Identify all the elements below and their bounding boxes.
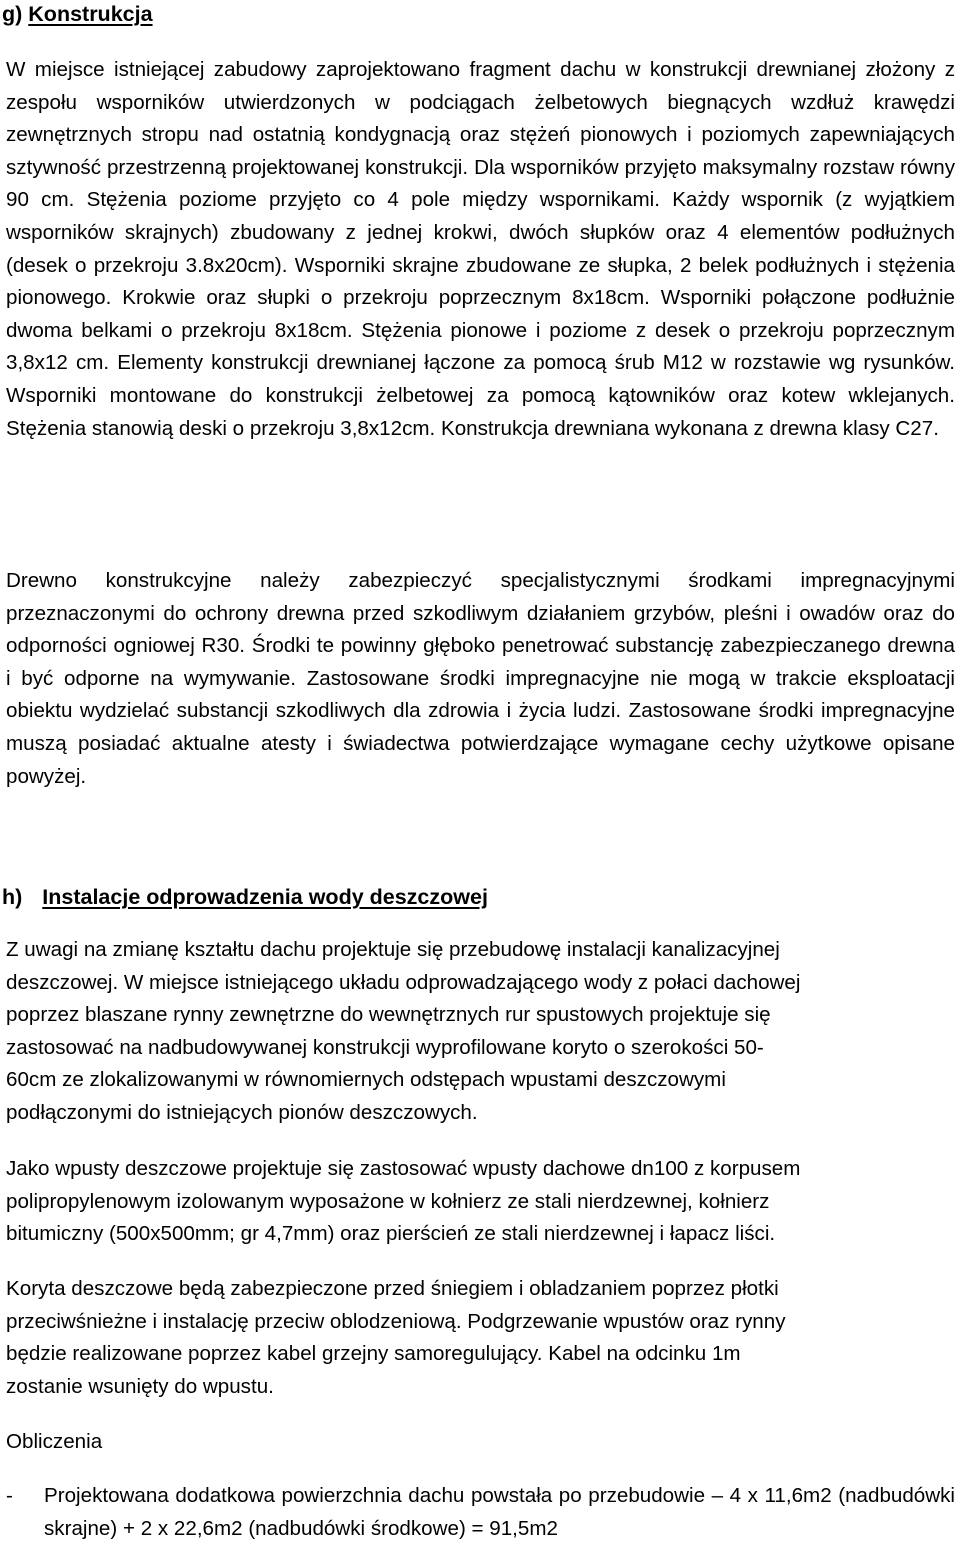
paragraph-line: polipropylenowym izolowanym wyposażone w kołnierz ze stali nierdzewnej, kołnierz [6, 1189, 770, 1213]
paragraph-line: poprzez blaszane rynny zewnętrzne do wewnętrznych rur spustowych projektuje się [6, 1003, 771, 1027]
section-g-heading [2, 0, 153, 28]
paragraph-line: podłączonymi do istniejących pionów deszczowych. [6, 1100, 478, 1124]
section-g-paragraph-1: W miejsce istniejącej zabudowy zaprojektowano fragment dachu w konstrukcji drewnianej złożony z zespołu wsporników utwierdzonych w podciągach żelbetowych biegnących wzdłuż krawędzi zewnętrznych stropu nad ostatnią kondygnacją oraz stężeń pionowych i poziomych zapewniających sztywność przestrzenną projektowanej konstrukcji. Dla wsporników przyjęto maksymalny rozstaw równy 90 cm. Stężenia poziome przyjęto co 4 pole między wspornikami. Każdy wspornik (z wyjątkiem wsporników skrajnych) zbudowany z jednej krokwi, dwóch słupków oraz 4 elementów podłużnych (desek o przekroju 3.8x20cm). Wsporniki skrajne zbudowane ze słupka, 2 belek podłużnych i stężenia pionowego. Krokwie oraz słupki o przekroju poprzecznym 8x18cm. Wsporniki połączone podłużnie dwoma belkami o przekroju 8x18cm. Stężenia pionowe i poziome z desek o przekroju poprzecznym 3,8x12 cm. Elementy konstrukcji drewnianej łączone za pomocą śrub M12 w rozstawie wg rysunków. Wsporniki montowane do konstrukcji żelbetowej za pomocą kątowników oraz kotew wklejanych. Stężenia stanowią deski o przekroju 3,8x12cm. Konstrukcja drewniana wykonana z drewna klasy C27. [6, 58, 955, 440]
paragraph-line: przeciwśnieżne i instalację przeciw oblodzeniową. Podgrzewanie wpustów oraz rynny [6, 1309, 786, 1333]
paragraph-line: deszczowej. W miejsce istniejącego układu odprowadzającego wody z połaci dachowej [6, 970, 801, 994]
paragraph-line: zostanie wsunięty do wpustu. [6, 1374, 274, 1398]
paragraph-line: Koryta deszczowe będą zabezpieczone przed śniegiem i obladzaniem poprzez płotki [6, 1277, 779, 1300]
paragraph-line: Z uwagi na zmianę kształtu dachu projektuje się przebudowę instalacji kanalizacyjnej [6, 938, 780, 961]
paragraph-line: 60cm ze zlokalizowanymi w równomiernych odstępach wpustami deszczowymi [6, 1068, 726, 1092]
calculations-heading: Obliczenia [6, 1430, 103, 1453]
section-h-title: Instalacje odprowadzenia wody deszczowej [42, 885, 488, 909]
paragraph-line: bitumiczny (500x500mm; gr 4,7mm) oraz pierścień ze stali nierdzewnej i łapacz liści. [6, 1222, 776, 1246]
section-h-paragraph-1 [6, 934, 955, 1130]
section-h-heading [2, 883, 488, 911]
section-h-number: h) [2, 885, 23, 909]
list-item-text: Projektowana dodatkowa powierzchnia dachu powstała po przebudowie – 4 x 11,6m2 (nadbudówki skrajne) + 2 x 22,6m2 (nadbudówki środkowe) = 91,5m2 [44, 1484, 955, 1540]
list-bullet: - [6, 1484, 13, 1507]
paragraph-line: będzie realizowane poprzez kabel grzejny samoregulujący. Kabel na odcinku 1m [6, 1342, 741, 1366]
section-g-title: Konstrukcja [28, 2, 153, 26]
paragraph-line: zastosować na nadbudowywanej konstrukcji wyprofilowane koryto o szerokości 50- [6, 1035, 764, 1059]
section-h-paragraph-3 [6, 1273, 955, 1403]
paragraph-line: Jako wpusty deszczowe projektuje się zastosować wpusty dachowe dn100 z korpusem [6, 1157, 801, 1180]
section-h-paragraph-2 [6, 1153, 955, 1251]
section-g-paragraph-2: Drewno konstrukcyjne należy zabezpieczyć specjalistycznymi środkami impregnacyjnymi przeznaczonymi do ochrony drewna przed szkodliwym działaniem grzybów, pleśni i owadów oraz do odporności ogniowej R30. Środki te powinny głęboko penetrować substancję zabezpieczanego drewna i być odporne na wymywanie. Zastosowane środki impregnacyjne nie mogą w trakcie eksploatacji obiektu wydzielać substancji szkodliwych dla zdrowia i życia ludzi. Zastosowane środki impregnacyjne muszą posiadać aktualne atesty i świadectwa potwierdzające wymagane cechy użytkowe opisane powyżej. [6, 569, 955, 788]
section-g-number: g) [2, 2, 23, 26]
